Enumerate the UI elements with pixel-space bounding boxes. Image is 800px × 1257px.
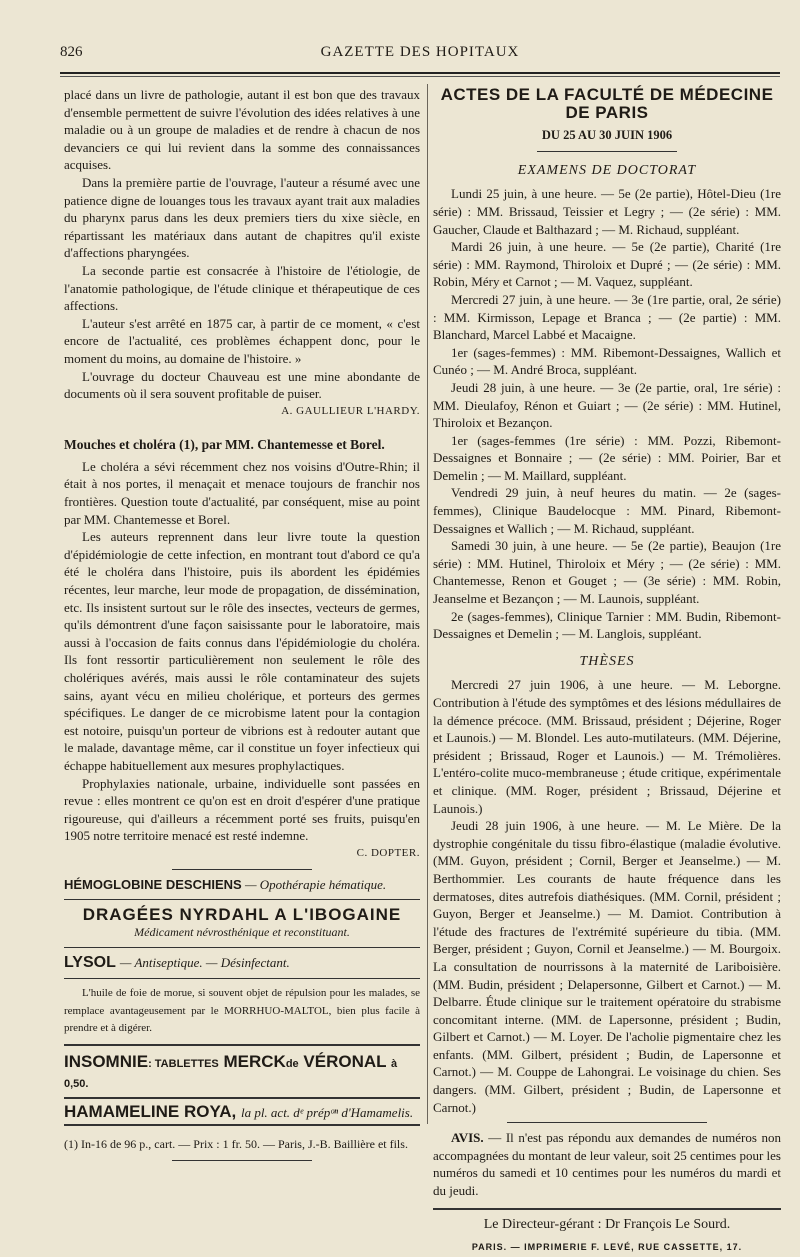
faculty-title: ACTES DE LA FACULTÉ DE MÉDECINE DE PARIS xyxy=(440,85,774,122)
ad-de-label: de xyxy=(285,1057,299,1070)
ad-hamameline xyxy=(64,1103,420,1127)
header-rule xyxy=(60,72,780,74)
ad-rule xyxy=(64,947,420,948)
running-title: GAZETTE DES HOPITAUX xyxy=(320,44,520,60)
page-number: 826 xyxy=(60,44,83,60)
article-title: Mouches et choléra (1), par MM. Chantemesse et Borel. xyxy=(64,437,385,453)
article-paragraph-2: Les auteurs reprennent dans leur livre toute la question d'épidémiologie de cette infection, en montrant tout d'abord ce qu'a été le choléra dans l'histoire, puis ils abordent les épidémies récentes, leur marche, leur mode de propagation, de dissémination, etc. Ils insistent surtout sur le rôle des insectes, vecteurs de germes, qu'ils démontrent d'une façon saisissante pour le laboratoire, mais aussi à l'occasion de faits connus dans l'épidémiologie du choléra. Ils font ressortir particulièrement non seulement le rôle des cholériques avérés, mais aussi le rôle contaminateur des sujets sains, ayant vécu en milieu cholérique, et porteurs des germes spécifiques. Le danger de ce microbisme latent pour la contagion est notoire, puisqu'un porteur de vibrions est à redouter autant que le malade, davantage même, car il constitue un foyer infectieux qui échappe habituellement aux mesures prophylactiques. xyxy=(64,529,420,773)
ad-hemoglobine-desc: — Opothérapie hématique. xyxy=(244,876,387,892)
exam-entry: Mardi 26 juin, à une heure. — 5e (2e partie), Charité (1re série) : MM. Raymond, Thiroloix et Dupré ; — (2e série) : MM. Robin, Méry et Carnot ; — M. Vaquez, suppléant. xyxy=(433,239,781,290)
avis-notice xyxy=(433,1129,781,1199)
gerant: Le Directeur-gérant : Dr François Le Sourd. xyxy=(483,1216,731,1232)
article-paragraph-3: Prophylaxies nationale, urbaine, individuelle sont passées en revue : elles montrent ce qu'on est en droit d'espérer d'une pratique rigoureuse, qui d'ailleurs a récemment porté ses fruits, puisqu'en 1905 notre territoire menacé est resté indemne. xyxy=(64,775,420,844)
ad-lysol-desc: — Antiseptique. — Désinfectant. xyxy=(119,955,290,971)
exam-entry: Lundi 25 juin, à une heure. — 5e (2e partie), Hôtel-Dieu (1re série) : MM. Brissaud, Teissier et Legry ; — (2e série) : MM. Gaucher, Claude et Balthazard ; — M. Richaud, suppléant. xyxy=(433,186,781,237)
ad-rule xyxy=(64,978,420,979)
page-header xyxy=(60,44,780,70)
divider-rule xyxy=(172,869,312,870)
review-paragraph-5: L'ouvrage du docteur Chauveau est une mine abondante de documents où il sera souvent profitable de puiser. xyxy=(64,368,420,402)
ad-lysol xyxy=(64,954,420,972)
ad-box xyxy=(64,1044,420,1099)
title-rule xyxy=(537,151,677,152)
section-theses: THÈSES xyxy=(579,653,635,669)
avis-label: AVIS. xyxy=(451,1130,484,1146)
review-paragraph-2: Dans la première partie de l'ouvrage, l'auteur a résumé avec une patience digne de louanges tous les travaux ayant trait aux maladies du pharynx parus dans les deux premiers tiers du xixe siècle, en répartissant les matériaux dans autant de chapitres qu'il existe d'affections pharyngées. xyxy=(64,174,420,261)
ad-hemoglobine-name: HÉMOGLOBINE DESCHIENS xyxy=(64,876,242,892)
imprint: PARIS. — IMPRIMERIE F. LEVÉ, RUE CASSETTE, 17. xyxy=(471,1242,743,1253)
right-column xyxy=(433,86,781,1257)
divider-rule xyxy=(507,1122,707,1123)
ad-morrhuo-maltol: L'huile de foie de morue, si souvent objet de répulsion pour les malades, se remplace avantageusement par le MORRHUO-MALTOL, bien plus facile à prendre et à digérer. xyxy=(64,986,420,1035)
review-paragraph-4: L'auteur s'est arrêté en 1875 car, à partir de ce moment, « c'est encore de l'actualité, ces problèmes échappent donc, pour le moment du moins, au domaine de l'histoire. » xyxy=(64,315,420,366)
header-rule-thin xyxy=(60,76,780,77)
ad-nyrdahl-desc: Médicament névrosthénique et reconstituant. xyxy=(134,924,350,939)
gerant-rule xyxy=(433,1208,781,1210)
ad-merck-label: MERCK xyxy=(223,1051,286,1071)
review-paragraph-1: placé dans un livre de pathologie, autant il est bon que des travaux d'ensemble permettent de suivre l'évolution des idées relatives à une maladie ou à un groupe de maladies et de rendre à chacun de nos devanciers ce qui lui revient dans la somme des connaissances acquises. xyxy=(64,87,420,173)
section-exams: EXAMENS DE DOCTORAT xyxy=(517,162,697,178)
ad-price-label: à 0,50. xyxy=(64,1057,398,1091)
exam-entry: Vendredi 29 juin, à neuf heures du matin. — 2e (sages-femmes), Clinique Baudelocque : MM. Pinard, Ribemont-Dessaignes et Wallich ; — M. Richaud, suppléant. xyxy=(433,485,781,536)
ad-hemoglobine xyxy=(64,876,420,894)
ad-hamameline-desc: la pl. act. dᵉ prépᵒⁿ d'Hamamelis. xyxy=(240,1104,414,1120)
thesis-entry: Mercredi 27 juin 1906, à une heure. — M. Leborgne. Contribution à l'étude des symptômes et des lésions médullaires de la démence précoce. (MM. Brissaud, président ; Déjerine, Roger et Launois.) — M. Blondel. Les auto-mutilateurs. (MM. Déjerine, président ; Brissaud, Roger et Launois.) — M. Trémolières. L'entéro-colite muco-membraneuse ; étude critique, expérimentale et clinique. (MM. Roger, président ; Brissaud, Déjerine et Launois.) xyxy=(433,677,781,816)
review-paragraph-3: La seconde partie est consacrée à l'histoire de l'étiologie, de l'anatomie pathologique, de l'étude clinique et thérapeutique de ces affections. xyxy=(64,262,420,314)
ad-hamameline-name: HAMAMELINE ROYA, xyxy=(64,1101,237,1121)
ad-insomnie-label: INSOMNIE xyxy=(64,1051,149,1071)
ad-insomnie xyxy=(64,1053,420,1094)
left-column xyxy=(64,86,420,1167)
ad-tablettes-label: : TABLETTES xyxy=(148,1057,219,1070)
footnote-rule xyxy=(172,1160,312,1161)
exam-entry: Jeudi 28 juin, à une heure. — 3e (2e partie, oral, 1re série) : MM. Dieulafoy, Rénon et Guiart ; — (2e série) : MM. Hutinel, Thiroloix et Bezançon. xyxy=(433,379,781,431)
ad-rule xyxy=(64,899,420,900)
column-divider xyxy=(427,84,428,1124)
ad-nyrdahl-name: DRAGÉES NYRDAHL A L'IBOGAINE xyxy=(82,905,402,925)
exam-entry: 1er (sages-femmes (1re série) : MM. Pozzi, Ribemont-Dessaignes et Bonnaire ; — (2e série) : MM. Poirier, Bar et Demelin ; — M. Maillard, suppléant. xyxy=(433,432,781,483)
thesis-entry: Jeudi 28 juin 1906, à une heure. — M. Le Mière. De la dystrophie congénitale du tissu fibro-élastique (maladie évolutive. (MM. Guyon, président ; Cornil, Berger et Jeanselme.) — M. Berthommier. Les courants de haute fréquence dans les dermatoses, dites autrefois diathésiques. (MM. Cornil, président ; Guyon, Berger et Jeanselme.) — M. Damiot. Contribution à l'étude des fractures de l'extrémité supérieure du tibia. (MM. Berger, président ; Guyon, Cornil et Jeanselme.) — M. Bourgoix. La consultation de nourrissons à la maternité de Lariboisière. (MM. Budin, président ; Delapersonne, Gilbert et Carnot.) — M. Delbarre. Étude clinique sur le traitement opératoire du strabisme concomitant interne. (MM. de Lapersonne, président ; Budin, Gilbert et Carnot.) — M. Loyer. De l'acholie pigmentaire chez les enfants. (MM. Gilbert, président ; Budin, de Lapersonne et Carnot.) — M. Couppe de Lahongrai. Le voisinage du chien. Ses dangers. (MM. Gilbert, président ; Budin, de Lapersonne et Carnot.) xyxy=(433,818,781,1115)
ad-lysol-name: LYSOL xyxy=(64,954,116,972)
article-signature: C. DOPTER. xyxy=(356,846,420,859)
avis-text: — Il n'est pas répondu aux demandes de numéros non accompagnées du montant de leur valeur, soit 25 centimes pour les numéros du samedi et 10 centimes pour les numéros du mardi et du jeudi. xyxy=(433,1130,781,1199)
exam-entry: 1er (sages-femmes) : MM. Ribemont-Dessaignes, Wallich et Cunéo ; — M. André Broca, suppléant. xyxy=(433,344,781,378)
exam-entry: Mercredi 27 juin, à une heure. — 3e (1re partie, oral, 2e série) : MM. Kirmisson, Lepage et Branca ; — (2e partie) : MM. Blanchard, Marcel Labbé et Macaigne. xyxy=(433,291,781,343)
exam-entry: Samedi 30 juin, à une heure. — 5e (2e partie), Beaujon (1re série) : MM. Hutinel, Thiroloix et Méry ; — (2e série) : MM. Chantemesse, Renon et Gouget ; — (3e série) : MM. Robin, Jeanselme et Bezançon ; — M. Launois, suppléant. xyxy=(433,538,781,607)
footnote: (1) In-16 de 96 p., cart. — Prix : 1 fr. 50. — Paris, J.-B. Baillière et fils. xyxy=(64,1137,408,1152)
review-signature: A. GAULLIEUR L'HARDY. xyxy=(281,404,420,417)
exam-entry: 2e (sages-femmes), Clinique Tarnier : MM. Budin, Ribemont-Dessaignes et Demelin ; — M. Langlois, suppléant. xyxy=(433,608,781,642)
ad-veronal-label: VÉRONAL xyxy=(303,1051,387,1071)
faculty-subtitle: DU 25 AU 30 JUIN 1906 xyxy=(541,128,673,143)
article-paragraph-1: Le choléra a sévi récemment chez nos voisins d'Outre-Rhin; il était à nos portes, il menaçait et menace toujours de franchir nos frontières. Question toute d'actualité, par conséquent, mise au point par MM. Chantemesse et Borel. xyxy=(64,458,420,527)
